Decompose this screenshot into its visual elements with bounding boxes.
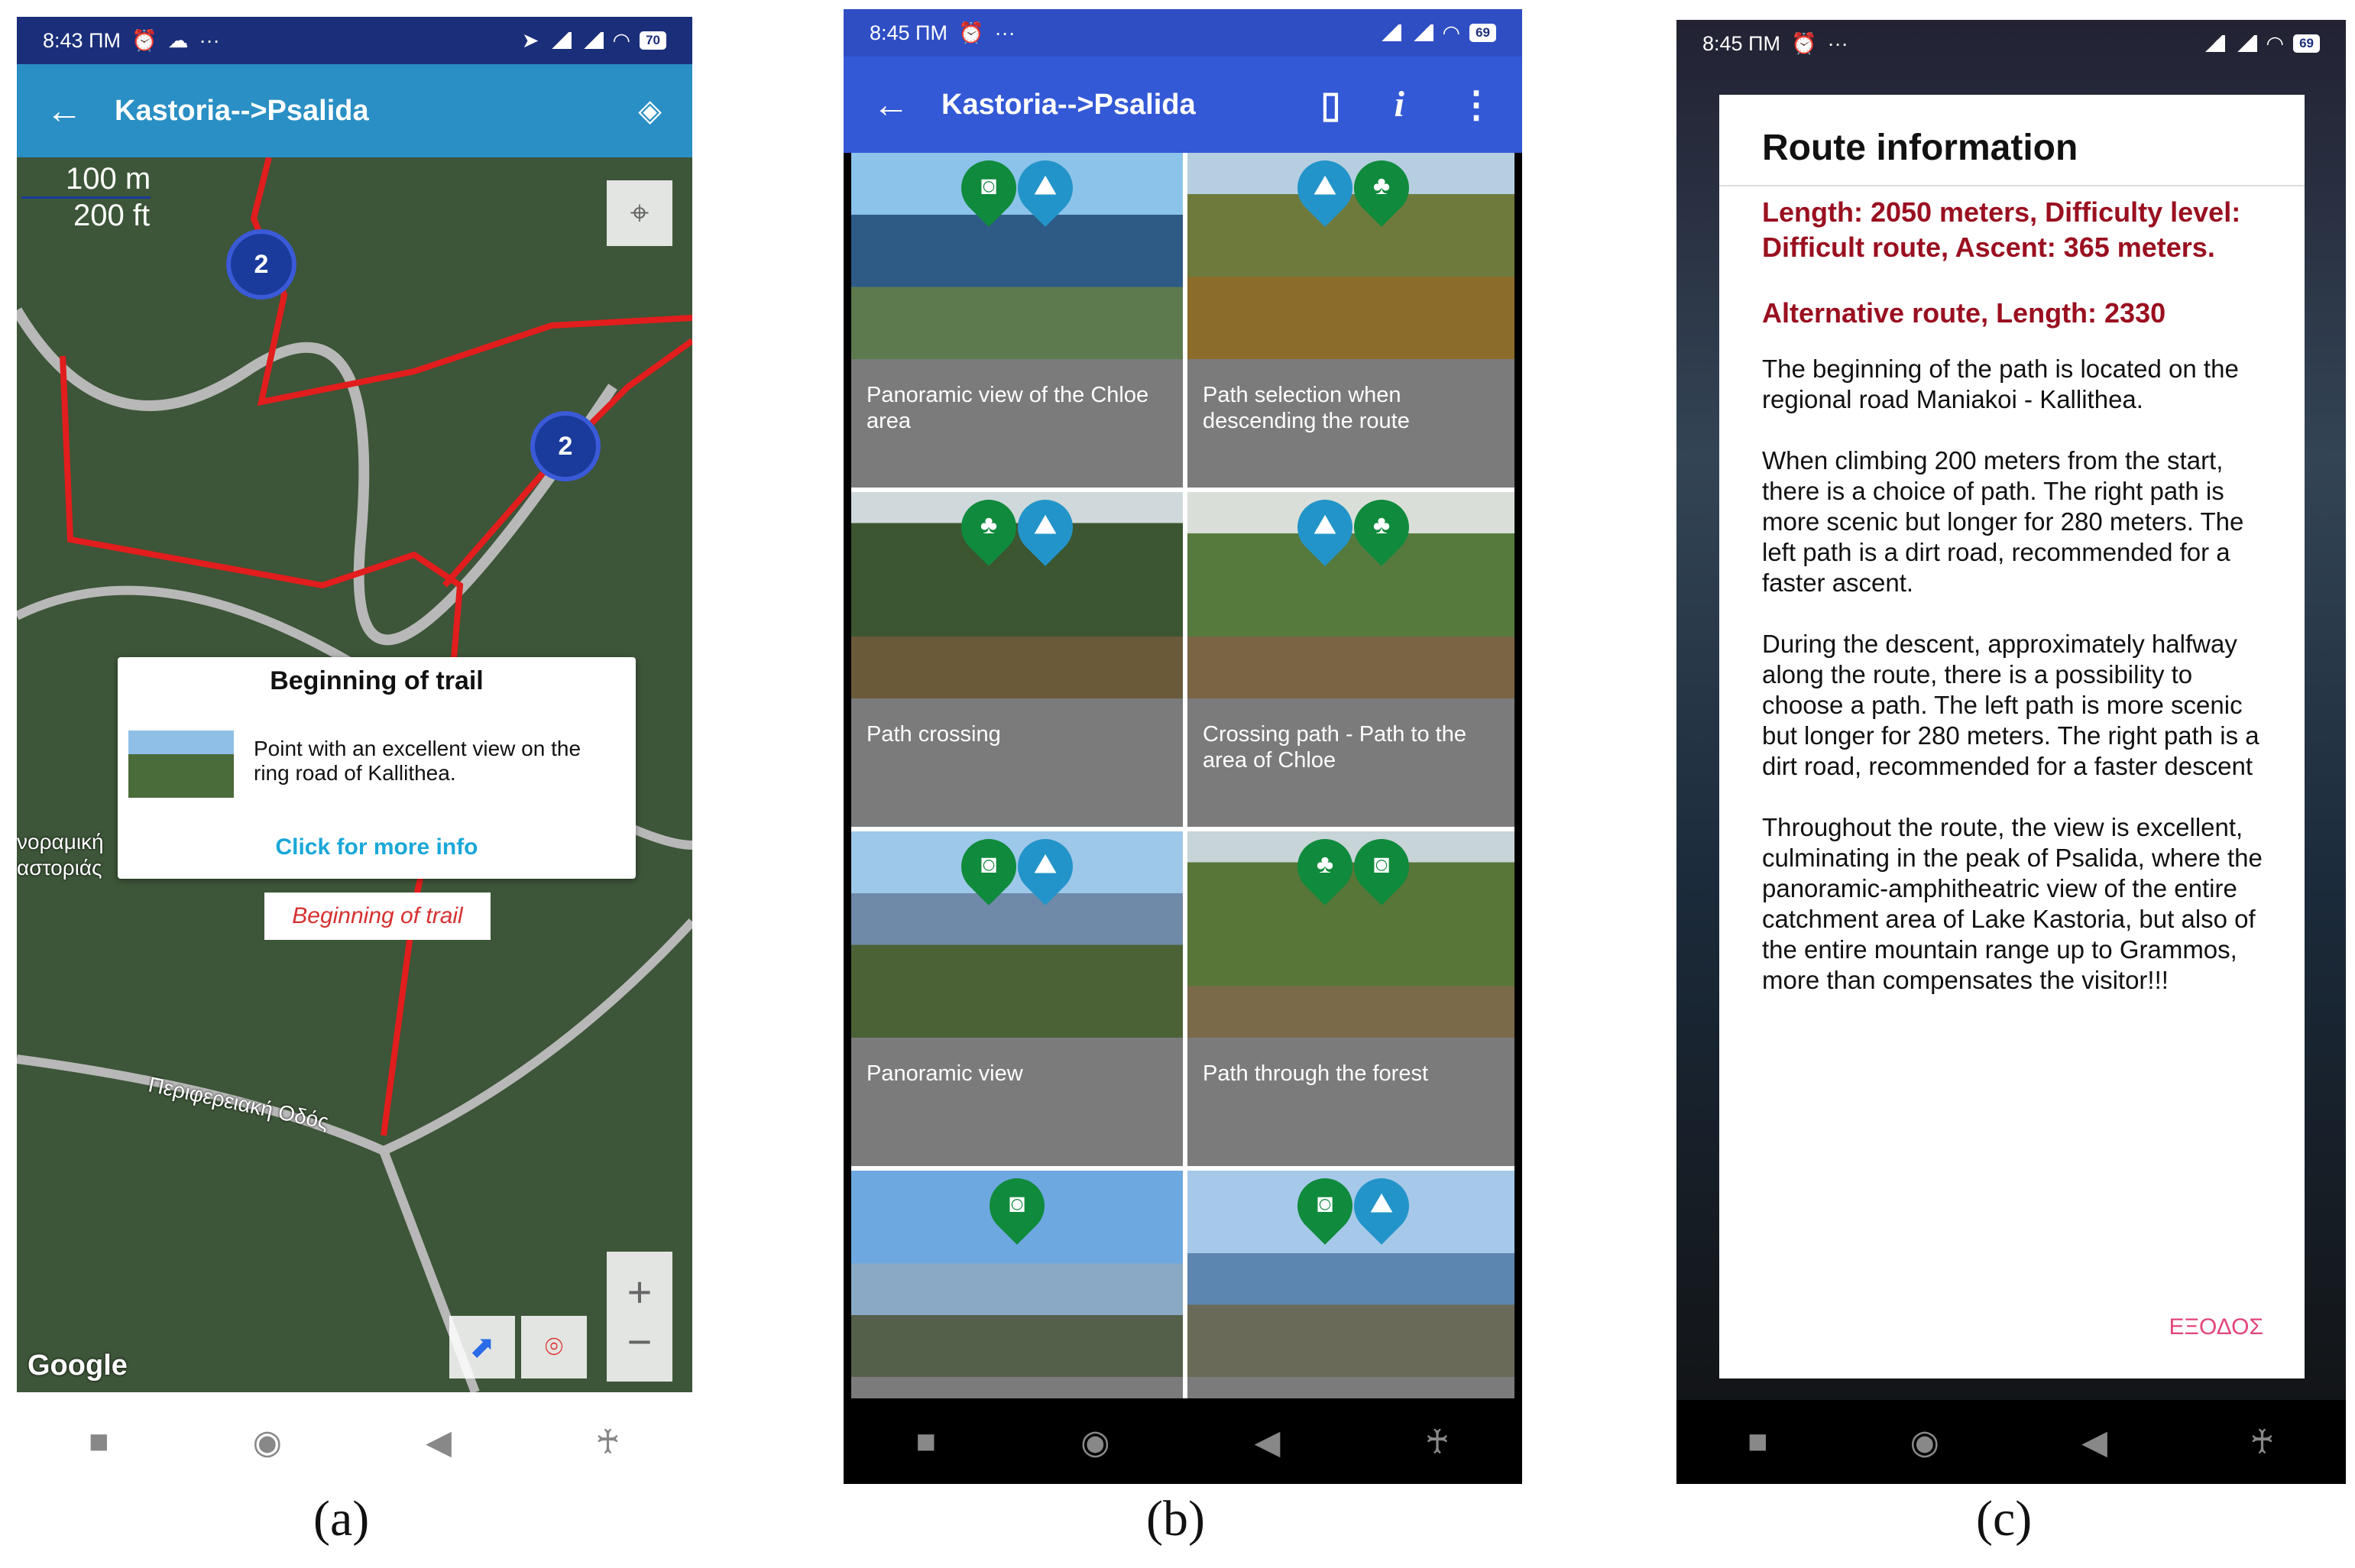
overflow-menu-icon[interactable]: ⋮ bbox=[1458, 85, 1495, 125]
phone-map-screen bbox=[17, 17, 692, 1484]
tree-pin-icon: ♣ bbox=[1297, 839, 1352, 915]
route-paragraph: When climbing 200 meters from the start, there is a choice of path. The right path is more scenic but longer for 280 meters. The left path is a dirt road, recommended for a faster ascent. bbox=[1762, 446, 2244, 597]
google-logo: Google bbox=[28, 1349, 128, 1382]
hiker-pin-icon: ⛰ bbox=[1297, 500, 1352, 576]
more-notifications-icon: ··· bbox=[1827, 31, 1848, 55]
route-paragraph: The beginning of the path is located on the regional road Maniakoi - Kallithea. bbox=[1762, 355, 2239, 413]
google-maps-button[interactable]: ⌾ bbox=[521, 1316, 587, 1378]
scale-ft: 200 ft bbox=[73, 199, 151, 232]
zoom-controls bbox=[607, 1252, 672, 1382]
gallery-card[interactable] bbox=[851, 492, 1183, 827]
my-location-button[interactable]: ⌖ bbox=[607, 180, 672, 246]
accessibility-icon[interactable]: ♰ bbox=[595, 1423, 620, 1461]
route-paragraph: Throughout the route, the view is excellent, culminating in the peak of Psalida, where the panoramic-amphitheatric view of the entire catchment area of Lake Kastoria, but also of the entire mountain range up to Grammos, more than compensates the visitor!!! bbox=[1762, 813, 2263, 994]
signal-icon bbox=[2234, 35, 2257, 52]
tree-pin-icon: ♣ bbox=[1354, 160, 1409, 237]
info-icon[interactable]: i bbox=[1394, 84, 1404, 125]
cloud-icon: ☁ bbox=[167, 28, 189, 52]
layers-icon[interactable]: ◈ bbox=[638, 94, 662, 128]
exit-button[interactable]: ΕΞΟΔΟΣ bbox=[2169, 1314, 2263, 1340]
scale-bar bbox=[21, 162, 151, 233]
camera-pin-icon: ◙ bbox=[990, 1178, 1045, 1255]
alarm-icon: ⏰ bbox=[131, 29, 157, 52]
card-caption: Path crossing bbox=[867, 722, 1001, 747]
info-window-description: Point with an excellent view on the ring road of Kallithea. bbox=[254, 737, 581, 785]
marker-cluster[interactable]: 2 bbox=[226, 229, 296, 300]
back-arrow-icon[interactable]: ← bbox=[873, 84, 909, 125]
info-window-thumbnail bbox=[128, 731, 234, 798]
battery-icon: 69 bbox=[2293, 34, 2320, 53]
camera-pin-icon: ◙ bbox=[961, 839, 1016, 915]
card-caption: Panoramic view of the Chloe area bbox=[867, 383, 1149, 433]
route-info-dialog bbox=[1719, 95, 2305, 1378]
tree-pin-icon: ♣ bbox=[961, 500, 1016, 576]
battery-icon: 70 bbox=[640, 31, 666, 50]
signal-icon bbox=[581, 32, 604, 49]
camera-pin-icon: ◙ bbox=[961, 160, 1016, 237]
card-caption: Crossing path - Path to the area of Chloe bbox=[1203, 722, 1466, 773]
zoom-out-icon[interactable]: − bbox=[627, 1317, 653, 1366]
battery-icon: 69 bbox=[1469, 24, 1496, 42]
recents-icon[interactable]: ■ bbox=[915, 1423, 937, 1460]
app-bar bbox=[17, 64, 692, 157]
status-bar bbox=[17, 17, 692, 64]
map-label: αστοριάς bbox=[17, 856, 102, 880]
map-label: νοραμική bbox=[17, 830, 104, 854]
back-icon[interactable]: ◀ bbox=[426, 1423, 452, 1461]
gallery-card[interactable] bbox=[1187, 153, 1514, 488]
hiker-pin-icon: ⛰ bbox=[1297, 160, 1352, 237]
wifi-icon: ◠ bbox=[2266, 31, 2285, 55]
hiker-pin-icon: ⛰ bbox=[1018, 160, 1073, 237]
alarm-icon: ⏰ bbox=[958, 21, 984, 44]
system-nav-bar bbox=[1676, 1400, 2346, 1484]
system-nav-bar bbox=[844, 1400, 1522, 1484]
divider bbox=[1719, 185, 2305, 186]
recents-icon[interactable]: ■ bbox=[1748, 1423, 1768, 1460]
scale-m: 100 m bbox=[21, 162, 151, 199]
app-title: Kastoria-->Psalida bbox=[941, 88, 1196, 121]
hiker-pin-icon: ⛰ bbox=[1018, 500, 1073, 576]
card-caption: Panoramic view bbox=[867, 1061, 1023, 1086]
route-summary: Length: 2050 meters, Difficulty level: Difficult route, Ascent: 365 meters. bbox=[1762, 196, 2241, 263]
back-icon[interactable]: ◀ bbox=[2081, 1423, 2107, 1461]
recents-icon[interactable]: ■ bbox=[89, 1423, 109, 1460]
more-info-link[interactable]: Click for more info bbox=[275, 834, 478, 860]
status-time: 8:43 ΠΜ bbox=[43, 28, 121, 52]
gallery-card[interactable] bbox=[1187, 1171, 1514, 1398]
subfigure-label: (b) bbox=[1146, 1491, 1205, 1547]
gallery-card[interactable] bbox=[851, 1171, 1183, 1398]
home-icon[interactable]: ◉ bbox=[252, 1423, 283, 1461]
alternative-route: Alternative route, Length: 2330 bbox=[1762, 297, 2166, 329]
subfigure-label: (a) bbox=[313, 1491, 370, 1547]
camera-pin-icon: ◙ bbox=[1297, 1178, 1352, 1255]
point-gallery bbox=[851, 153, 1514, 1398]
back-arrow-icon[interactable]: ← bbox=[46, 90, 83, 131]
info-window[interactable] bbox=[118, 657, 636, 879]
app-bar bbox=[844, 57, 1522, 153]
wifi-icon: ◠ bbox=[612, 28, 631, 52]
home-icon[interactable]: ◉ bbox=[1080, 1423, 1110, 1461]
status-time: 8:45 ΠΜ bbox=[870, 21, 948, 44]
road-label: Περιφερειακή Οδός bbox=[146, 1072, 331, 1134]
signal-icon bbox=[2202, 35, 2225, 52]
signal-icon bbox=[549, 32, 572, 49]
system-nav-bar bbox=[17, 1400, 692, 1484]
location-icon: ➤ bbox=[521, 28, 539, 52]
more-notifications-icon: ··· bbox=[994, 21, 1016, 44]
gallery-card[interactable] bbox=[1187, 492, 1514, 827]
route-paragraph: During the descent, approximately halfway along the route, there is a possibility to choose a path. The left path is more scenic but longer for 280 meters. The right path is a dirt road, recommended for a faster descent bbox=[1762, 630, 2259, 780]
alarm-icon: ⏰ bbox=[1791, 32, 1817, 55]
app-title: Kastoria-->Psalida bbox=[115, 94, 369, 127]
accessibility-icon[interactable]: ♰ bbox=[2250, 1423, 2275, 1461]
status-bar bbox=[1676, 20, 2346, 67]
status-time: 8:45 ΠΜ bbox=[1702, 31, 1781, 55]
more-notifications-icon: ··· bbox=[199, 28, 220, 52]
gallery-card[interactable] bbox=[851, 831, 1183, 1166]
phone-route-info-screen bbox=[1676, 20, 2346, 1484]
card-caption: Path through the forest bbox=[1203, 1061, 1429, 1086]
info-window-title: Beginning of trail bbox=[270, 666, 484, 695]
map-icon[interactable]: ▯ bbox=[1320, 85, 1341, 125]
marker-tooltip: Beginning of trail bbox=[264, 893, 491, 940]
status-bar bbox=[844, 9, 1522, 57]
signal-icon bbox=[1378, 24, 1401, 41]
home-icon[interactable]: ◉ bbox=[1910, 1423, 1940, 1461]
gallery-card[interactable] bbox=[851, 153, 1183, 488]
accessibility-icon[interactable]: ♰ bbox=[1424, 1423, 1450, 1461]
back-icon[interactable]: ◀ bbox=[1254, 1423, 1281, 1461]
subfigure-label: (c) bbox=[1976, 1491, 2033, 1547]
card-caption: Path selection when descending the route bbox=[1203, 383, 1410, 433]
marker-cluster[interactable]: 2 bbox=[530, 411, 601, 481]
hiker-pin-icon: ⛰ bbox=[1018, 839, 1073, 915]
tree-pin-icon: ♣ bbox=[1354, 500, 1409, 576]
dialog-title: Route information bbox=[1762, 128, 2078, 168]
zoom-in-icon[interactable]: + bbox=[627, 1268, 653, 1316]
wifi-icon: ◠ bbox=[1442, 21, 1461, 44]
directions-button[interactable]: ⬈ bbox=[449, 1316, 515, 1378]
phone-gallery-screen bbox=[844, 9, 1522, 1484]
camera-pin-icon: ◙ bbox=[1354, 839, 1409, 915]
gallery-card[interactable] bbox=[1187, 831, 1514, 1166]
signal-icon bbox=[1411, 24, 1433, 41]
hiker-pin-icon: ⛰ bbox=[1354, 1178, 1409, 1255]
